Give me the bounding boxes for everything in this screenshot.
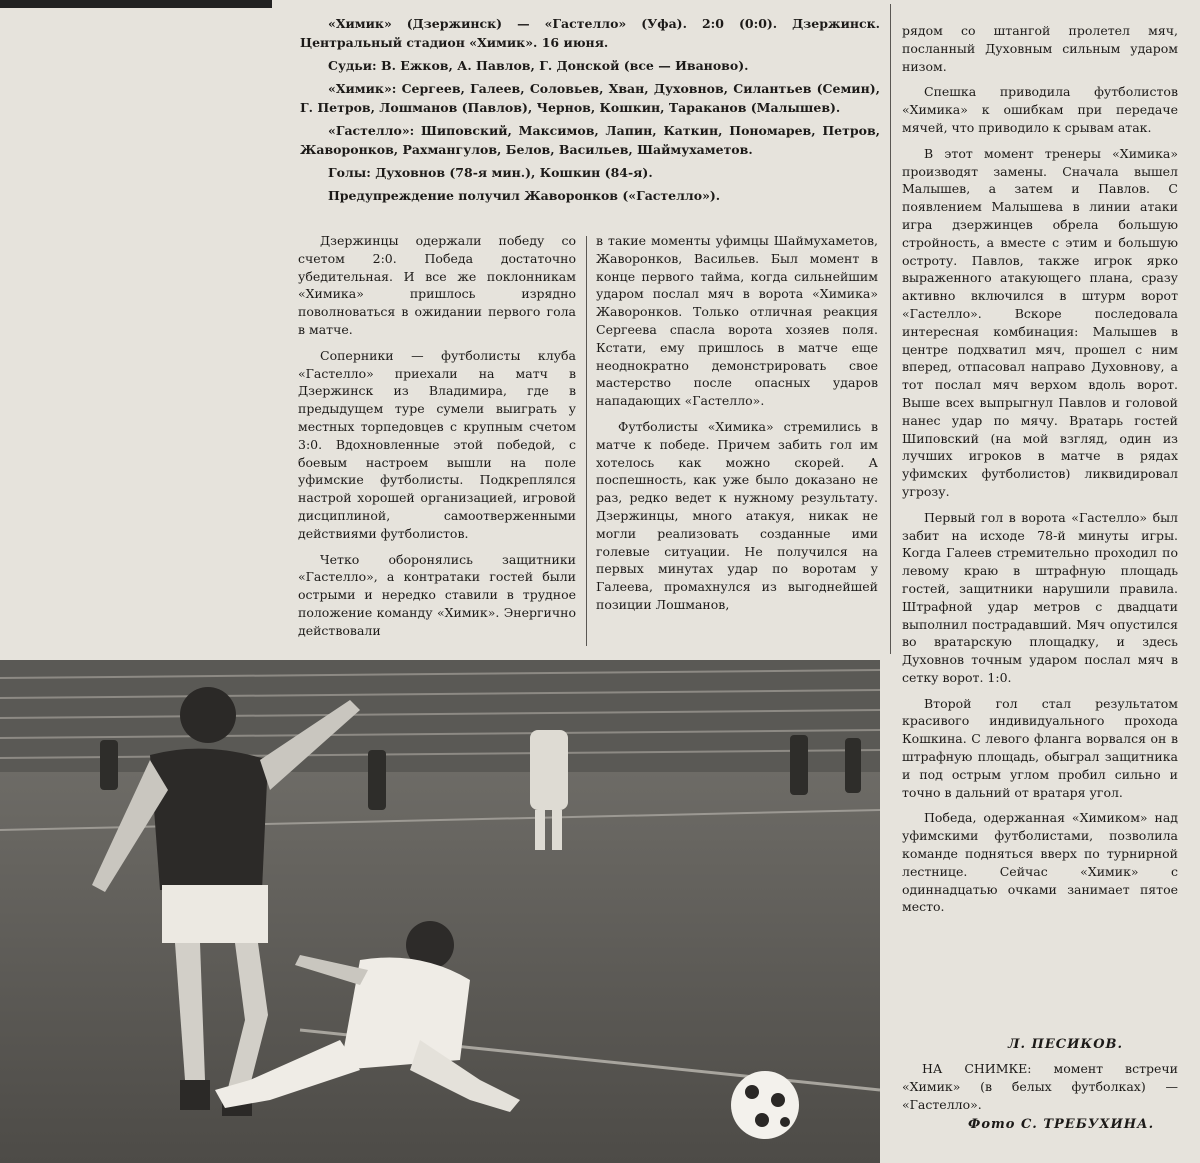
goals-line: Голы: Духовнов (78-я мин.), Кошкин (84-я). (328, 165, 653, 180)
paragraph: Спешка приводила футболистов «Химика» к ошибкам при передаче мячей, что приводило к срывам атак. (902, 84, 1178, 135)
paragraph: Победа, одержанная «Химиком» над уфимскими футболистами, позволила команде подняться вверх по турнирной лестнице. Сейчас «Химик» с одиннадцатью очками занимает пятое место. (902, 810, 1178, 915)
match-info-block (300, 14, 880, 209)
column-divider (586, 236, 587, 646)
paragraph: Соперники — футболисты клуба «Гастелло» приехали на матч в Дзержинск из Владимира, где в предыдущем туре сумели выиграть у местных торпедовцев с крупным счетом 3:0. Вдохновленные этой победой, с боевым настроем вышли на поле уфимские футболисты. Подкреплялся настрой хорошей организацией, игровой дисциплиной, самоотверженными действиями футболистов. (298, 347, 576, 541)
article-column-2 (596, 232, 878, 652)
khimik-lineup: «Химик»: Сергеев, Галеев, Соловьев, Хван, Духовнов, Силантьев (Семин), Г. Петров, Лошманов (Павлов), Чернов, Кошкин, Тараканов (Малышев). (300, 81, 880, 115)
paragraph: В этот момент тренеры «Химика» производят замены. Сначала вышел Малышев, а затем и Павлов. С появлением Малышева в линии атаки игра дзержинцев обрела большую стройность, а вместе с этим и большую остроту. Павлов, также игрок ярко выраженного атакующего плана, сразу активно включился в штурм ворот «Гастелло». Вскоре последовала интересная комбинация: Малышев в центре подхватил мяч, прошел с ним вперед, отпасовал направо Духовнову, а тот послал мяч верхом вдоль ворот. Выше всех выпрыгнул Павлов и головой нанес удар по мячу. Вратарь гостей Шиповский (на мой взгляд, один из лучших игроков в матче в рядах уфимских футболистов) ликвидировал угрозу. (902, 145, 1178, 499)
paragraph: Футболисты «Химика» стремились в матче к победе. Причем забить гол им хотелось как можно скорей. А поспешность, как уже было доказано не раз, редко ведет к нужному результату. Дзержинцы, много атакуя, никак не могли реализовать созданные ими голевые ситуации. Не получился на первых минутах удар по воротам у Галеева, промахнулся из выгоднейшей позиции Лошманов, (596, 418, 878, 612)
gastello-lineup: «Гастелло»: Шиповский, Максимов, Лапин, Каткин, Пономарев, Петров, Жаворонков, Рахмангулов, Белов, Васильев, Шаймухаметов. (300, 123, 880, 157)
match-line: «Химик» (Дзержинск) — «Гастелло» (Уфа). 2:0 (0:0). Дзержинск. Центральный стадион «Химик». 16 июня. (300, 16, 880, 50)
author-signature: Л. ПЕСИКОВ. (1008, 1037, 1124, 1052)
paragraph: в такие моменты уфимцы Шаймухаметов, Жаворонков, Васильев. Был момент в конце первого тайма, когда сильнейшим ударом послал мяч в ворота «Химика» Жаворонков. Только отличная реакция Сергеева спасла ворота хозяев поля. Кстати, ему пришлось в матче еще неоднократно демонстрировать свое мастерство после опасных ударов нападающих «Гастелло». (596, 233, 878, 409)
match-photo-illustration (0, 660, 880, 1163)
paragraph: Дзержинцы одержали победу со счетом 2:0. Победа достаточно убедительная. И все же поклонникам «Химика» пришлось изрядно поволноваться в ожидании первого гола в матче. (298, 233, 576, 337)
caption-text: НА СНИМКЕ: момент встречи «Химик» (в белых футболках) — «Гастелло». (902, 1061, 1178, 1112)
photo-caption (902, 1060, 1178, 1114)
column-divider (890, 4, 891, 654)
paragraph: Четко оборонялись защитники «Гастелло», а контратаки гостей были острыми и нередко ставили в трудное положение команду «Химик». Энергично действовали (298, 551, 576, 638)
match-photo (0, 660, 880, 1163)
referees-line: Судьи: В. Ежков, А. Павлов, Г. Донской (все — Иваново). (328, 58, 749, 73)
scan-edge (0, 0, 272, 8)
article-column-3 (902, 22, 1178, 1022)
warning-line: Предупреждение получил Жаворонков («Гастелло»). (328, 188, 721, 203)
paragraph: рядом со штангой пролетел мяч, посланный Духовным сильным ударом низом. (902, 23, 1178, 74)
paragraph: Второй гол стал результатом красивого индивидуального прохода Кошкина. С левого фланга ворвался он в штрафную площадь, обыграл защитника и под острым углом пробил сильно и точно в дальний от вратаря угол. (902, 695, 1178, 800)
photo-credit: Фото С. ТРЕБУХИНА. (968, 1117, 1155, 1132)
paragraph: Первый гол в ворота «Гастелло» был забит на исходе 78-й минуты игры. Когда Галеев стремительно проходил по левому краю в штрафную площадь гостей, защитники нарушили правила. Штрафной удар метров с двадцати выполнил пострадавший. Мяч опустился во вратарскую площадку, и здесь Духовнов точным ударом послал мяч в сетку ворот. 1:0. (902, 509, 1178, 685)
article-column-1 (298, 232, 576, 652)
